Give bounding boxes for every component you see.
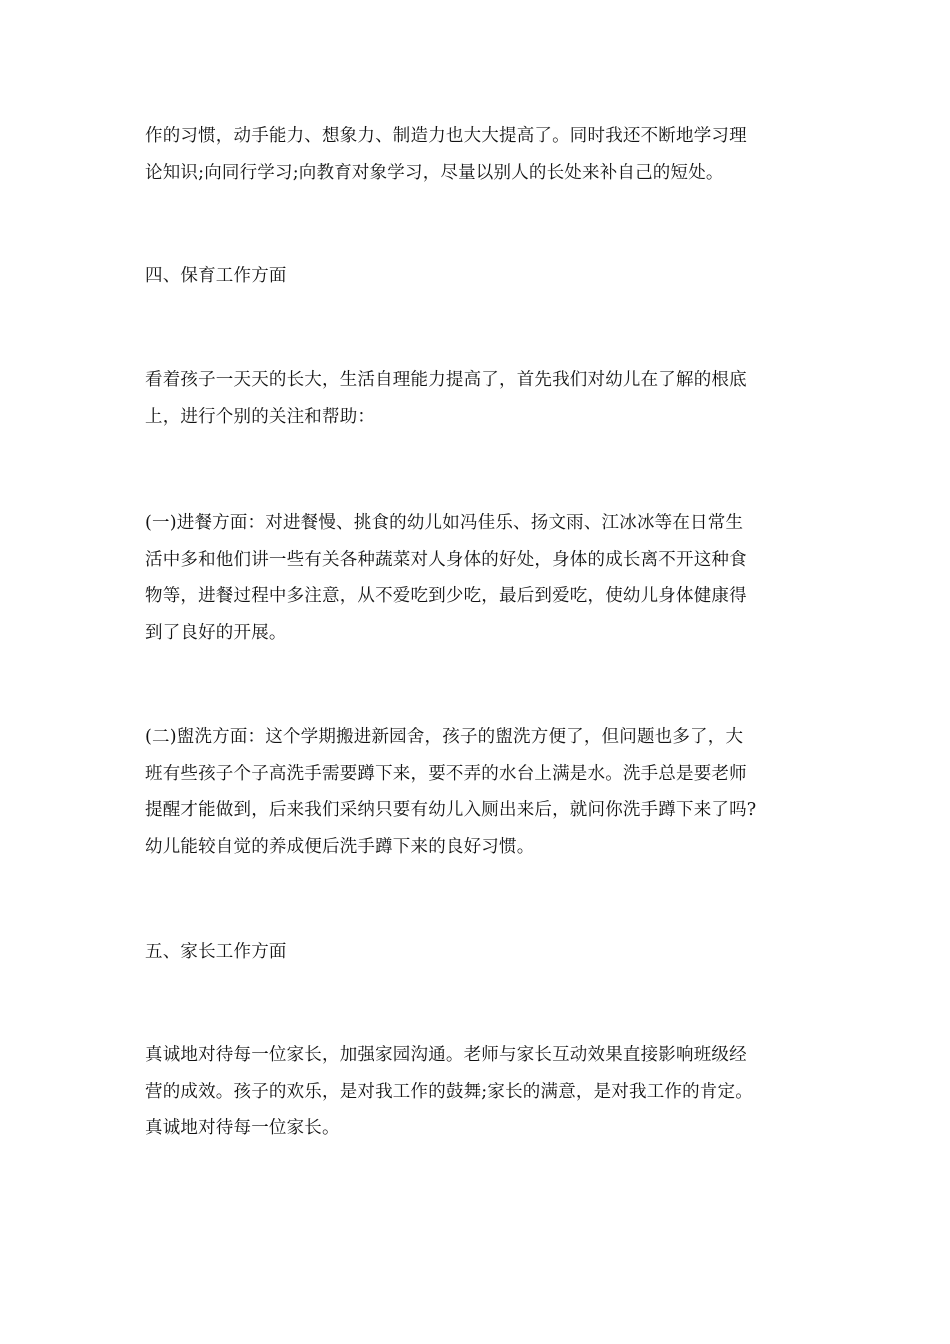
paragraph-intro	[145, 118, 810, 191]
text-line: (二)盥洗方面：这个学期搬进新园舍，孩子的盥洗方便了，但问题也多了，大	[145, 727, 744, 747]
text-line: 班有些孩子个子高洗手需要蹲下来，要不弄的水台上满是水。洗手总是要老师	[145, 763, 747, 784]
paragraph-parents	[145, 1037, 810, 1147]
text-line: 幼儿能较自觉的养成便后洗手蹲下来的良好习惯。	[145, 836, 535, 857]
text-line: 上，进行个别的关注和帮助：	[145, 406, 376, 427]
text-line: 提醒才能做到，后来我们采纳只要有幼儿入厕出来后，就问你洗手蹲下来了吗?	[145, 800, 757, 820]
paragraph-washing	[145, 719, 810, 865]
text-line: 营的成效。孩子的欢乐，是对我工作的鼓舞;家长的满意，是对我工作的肯定。	[145, 1081, 753, 1102]
text-line: (一)进餐方面：对进餐慢、挑食的幼儿如冯佳乐、扬文雨、江冰冰等在日常生	[145, 513, 744, 533]
text-line: 物等，进餐过程中多注意，从不爱吃到少吃，最后到爱吃，使幼儿身体健康得	[145, 586, 747, 606]
paragraph-childcare	[145, 362, 810, 435]
text-line: 看着孩子一天天的长大，生活自理能力提高了，首先我们对幼儿在了解的根底	[145, 370, 747, 390]
text-line: 作的习惯，动手能力、想象力、制造力也大大提高了。同时我还不断地学习理	[145, 126, 747, 146]
text-line: 真诚地对待每一位家长，加强家园沟通。老师与家长互动效果直接影响班级经	[145, 1045, 747, 1065]
section-heading-parents: 五、家长工作方面	[145, 942, 287, 962]
paragraph-meals	[145, 505, 810, 651]
text-line: 到了良好的开展。	[145, 622, 287, 643]
text-line: 论知识;向同行学习;向教育对象学习，尽量以别人的长处来补自己的短处。	[145, 162, 724, 183]
section-heading-childcare: 四、保育工作方面	[145, 266, 287, 286]
text-line: 真诚地对待每一位家长。	[145, 1118, 340, 1138]
text-line: 活中多和他们讲一些有关各种蔬菜对人身体的好处，身体的成长离不开这种食	[145, 549, 747, 570]
